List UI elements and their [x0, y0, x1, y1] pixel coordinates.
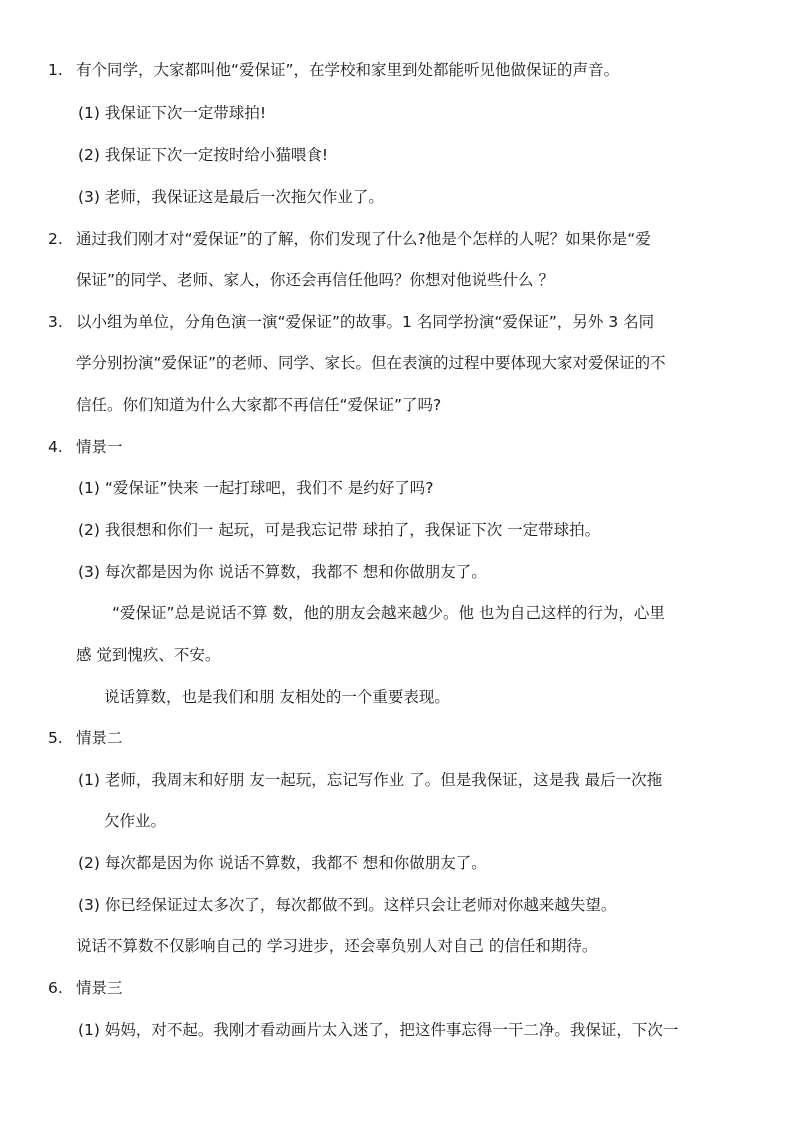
- paragraph-line: 感 觉到愧疚、不安。: [76, 646, 221, 664]
- sub-item: (2) 每次都是因为你 说话不算数，我都不 想和你做朋友了。: [78, 854, 487, 872]
- sub-item: (3) 老师，我保证这是最后一次拖欠作业了。: [78, 188, 384, 206]
- item-text-line: 保证”的同学、老师、家人，你还会再信任他吗？你想对他说些什么 ？: [76, 271, 554, 289]
- sub-item: (1) 老师，我周末和好朋 友一起玩，忘记写作业 了。但是我保证，这是我 最后一次拖: [78, 771, 663, 789]
- sub-item-continuation: 欠作业。: [104, 812, 167, 830]
- item-text-line: 通过我们刚才对“爱保证”的了解，你们发现了什么?他是个怎样的人呢？如果你是“爱: [76, 230, 651, 248]
- item-number: 6.: [48, 979, 63, 997]
- sub-item: (2) 我保证下次一定按时给小猫喂食!: [78, 146, 329, 164]
- item-number: 5.: [48, 729, 63, 747]
- summary-line: 说话不算数不仅影响自己的 学习进步，还会辜负别人对自己 的信任和期待。: [76, 937, 598, 955]
- paragraph-line: “爱保证”总是说话不算 数，他的朋友会越来越少。他 也为自己这样的行为，心里: [112, 604, 665, 622]
- sub-item: (1) 我保证下次一定带球拍!: [78, 104, 267, 122]
- item-number: 1.: [48, 61, 63, 79]
- item-text-line: 学分别扮演“爱保证”的老师、同学、家长。但在表演的过程中要体现大家对爱保证的不: [76, 354, 666, 372]
- sub-item: (1) “爱保证”快来 一起打球吧，我们不 是约好了吗?: [78, 479, 434, 497]
- sub-item: (3) 每次都是因为你 说话不算数，我都不 想和你做朋友了。: [78, 563, 487, 581]
- item-text-line: 有个同学，大家都叫他“爱保证”，在学校和家里到处都能听见他做保证的声音。: [76, 61, 620, 79]
- item-number: 4.: [48, 438, 63, 456]
- sub-item: (3) 你已经保证过太多次了，每次都做不到。这样只会让老师对你越来越失望。: [78, 896, 617, 914]
- item-number: 2.: [48, 230, 63, 248]
- sub-item: (1) 妈妈，对不起。我刚才看动画片太入迷了，把这件事忘得一干二净。我保证，下次一: [78, 1021, 679, 1039]
- sub-item: (2) 我很想和你们一 起玩，可是我忘记带 球拍了，我保证下次 一定带球拍。: [78, 521, 601, 539]
- section-title: 情景二: [76, 729, 123, 747]
- section-title: 情景三: [76, 979, 123, 997]
- item-number: 3.: [48, 313, 63, 331]
- note-line: 说话算数，也是我们和朋 友相处的一个重要表现。: [104, 688, 450, 706]
- section-title: 情景一: [76, 438, 123, 456]
- item-text-line: 以小组为单位，分角色演一演“爱保证”的故事。1 名同学扮演“爱保证”，另外 3 名同: [76, 313, 655, 331]
- item-text-line: 信任。你们知道为什么大家都不再信任“爱保证”了吗?: [76, 396, 442, 414]
